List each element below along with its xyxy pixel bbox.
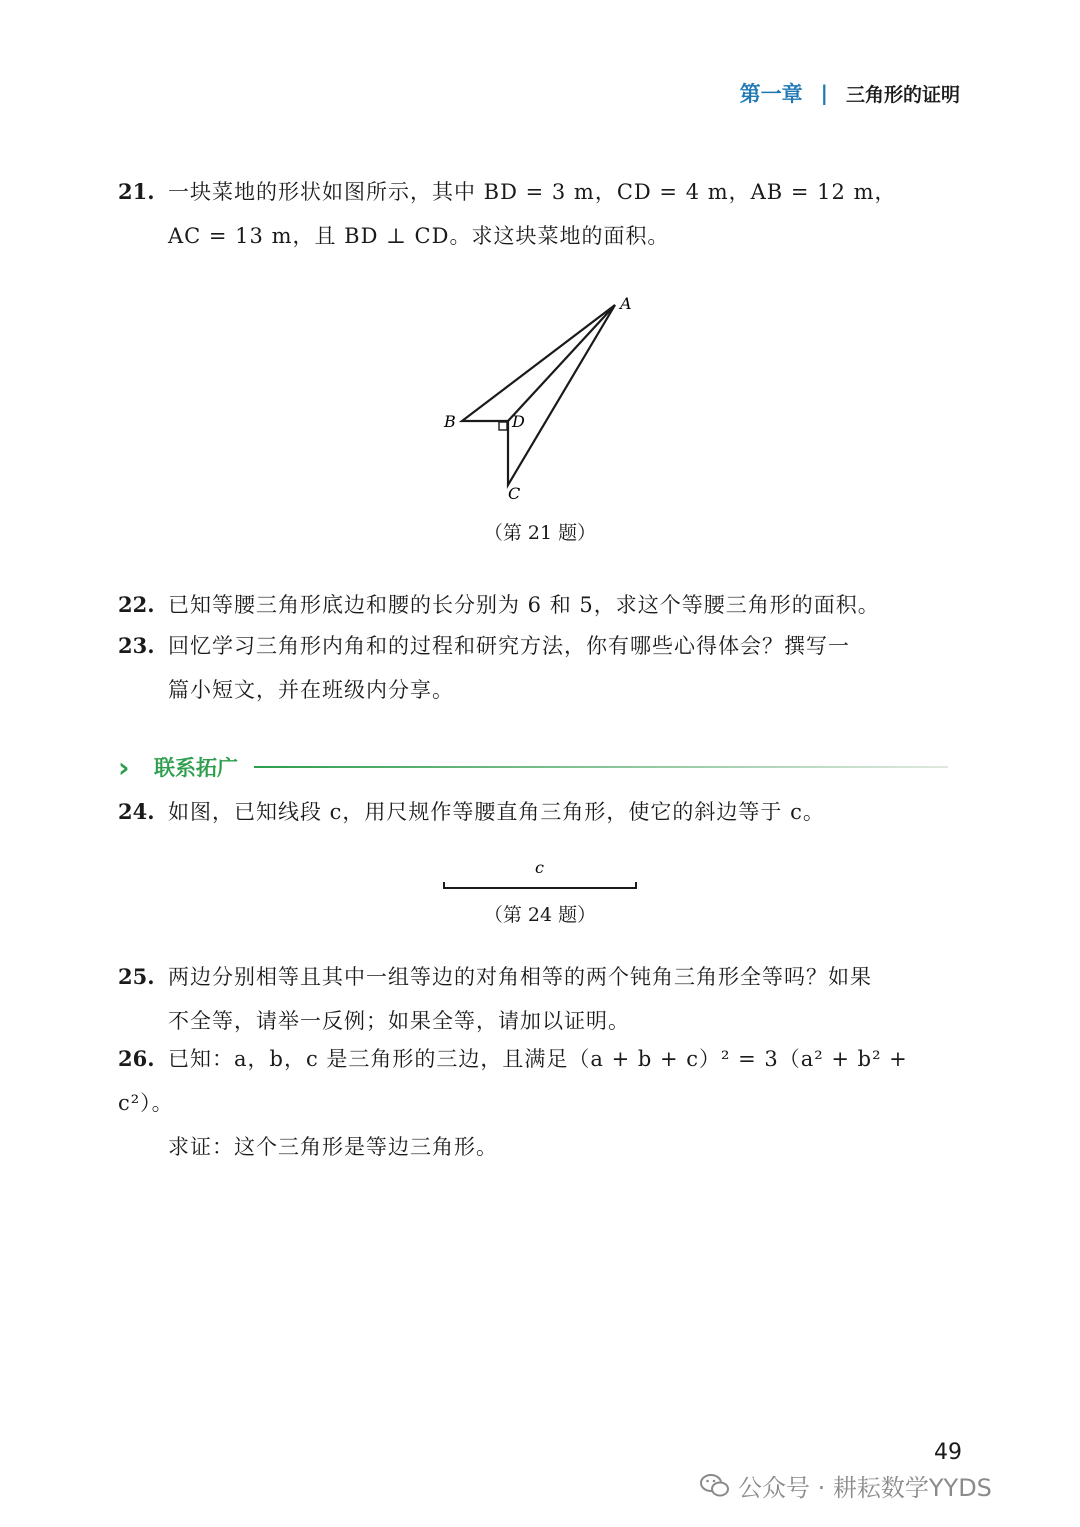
segment-label-c: c <box>535 858 544 877</box>
question-number: 21. <box>118 179 155 204</box>
figure-24-segment <box>440 855 640 895</box>
question-text: 已知：a，b，c 是三角形的三边，且满足（a + b + c）² = 3（a² + b² + c²）。 <box>118 1047 908 1115</box>
label-c: C <box>508 484 521 503</box>
question-22 <box>118 583 968 627</box>
label-a: A <box>620 294 632 313</box>
section-heading <box>118 742 948 792</box>
section-divider <box>254 766 948 768</box>
figure-21-triangle <box>430 285 650 510</box>
question-21 <box>118 170 968 258</box>
question-text-line2: AC = 13 m，且 BD ⊥ CD。求这块菜地的面积。 <box>168 224 670 248</box>
question-number: 22. <box>118 592 155 617</box>
triangle-abdc-outline <box>462 305 615 485</box>
figure-24-caption: （第 24 题） <box>483 904 597 926</box>
page-number: 49 <box>934 1440 962 1465</box>
section-title: 联系拓广 <box>154 756 238 780</box>
question-25 <box>118 955 968 1043</box>
question-text: 如图，已知线段 c，用尺规作等腰直角三角形，使它的斜边等于 c。 <box>168 800 825 824</box>
question-text: 回忆学习三角形内角和的过程和研究方法，你有哪些心得体会？撰写一 <box>168 634 850 658</box>
question-text: 两边分别相等且其中一组等边的对角相等的两个钝角三角形全等吗？如果 <box>168 965 872 989</box>
label-b: B <box>444 412 456 431</box>
question-text: 一块菜地的形状如图所示，其中 BD = 3 m，CD = 4 m，AB = 12 m， <box>168 180 897 204</box>
question-text-line2: 不全等，请举一反例；如果全等，请加以证明。 <box>168 1009 630 1033</box>
question-number: 25. <box>118 964 155 989</box>
chevron-right-icon: › <box>118 750 130 784</box>
question-number: 26. <box>118 1046 155 1071</box>
chapter-label: 第一章 <box>739 82 803 106</box>
question-24 <box>118 790 968 834</box>
question-26 <box>118 1037 968 1169</box>
label-d: D <box>512 412 525 431</box>
figure-21-caption: （第 21 题） <box>483 522 597 544</box>
wechat-icon <box>700 1473 730 1499</box>
question-text-line2: 篇小短文，并在班级内分享。 <box>168 678 454 702</box>
header-separator: | <box>820 81 828 105</box>
question-text-line2: 求证：这个三角形是等边三角形。 <box>168 1135 498 1159</box>
chapter-title: 三角形的证明 <box>845 83 960 106</box>
watermark <box>700 1468 992 1503</box>
question-number: 24. <box>118 799 155 824</box>
watermark-text: 公众号 · 耕耘数学YYDS <box>738 1474 992 1502</box>
question-text: 已知等腰三角形底边和腰的长分别为 6 和 5，求这个等腰三角形的面积。 <box>168 593 880 617</box>
side-dc <box>508 305 615 421</box>
right-angle-mark <box>499 422 507 430</box>
question-number: 23. <box>118 633 155 658</box>
question-23 <box>118 624 968 712</box>
page-header <box>740 78 960 108</box>
